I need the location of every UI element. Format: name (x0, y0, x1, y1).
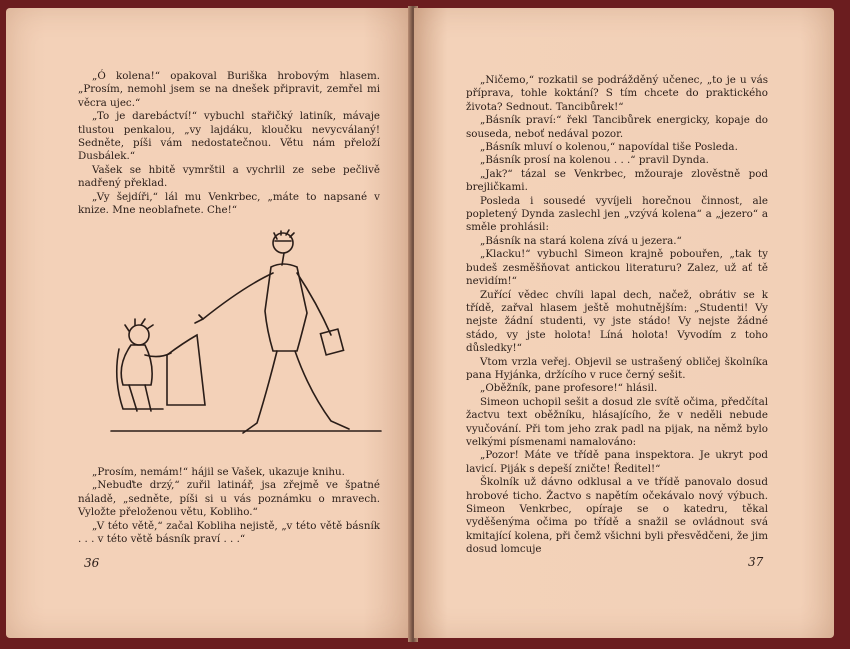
paragraph: „Básník na stará kolena zívá u jezera.“ (480, 234, 682, 247)
teacher-book (320, 329, 343, 355)
paragraph: „To je darebáctví!“ vybuchl stařičký latiník, mávaje tlustou penkalou, „vy lajdáku, kloučku nevycválaný! Sedněte, píši vám nedostatečnou. Větu nám přeloží Dusbálek.“ (78, 110, 380, 163)
paragraph: „Oběžník, pane profesore!“ hlásil. (480, 382, 658, 395)
teacher-left-arm (297, 273, 331, 335)
teacher-right-leg (295, 351, 349, 429)
student-head (129, 325, 149, 345)
paragraph: „Ničemo,“ rozkatil se podrážděný učenec, „to je u vás příprava, tohle koktání? S tím chcete do praktického života? Sednout. Tancibůrek!“ (466, 74, 768, 113)
paragraph: „Básník praví:“ řekl Tancibůrek energicky, kopaje do souseda, neboť nedával pozor. (466, 114, 768, 140)
paragraph: Simeon uchopil sešit a dosud zle svítě očima, předčítal žactvu text oběžníku, hlásajícího, že v neděli nebude vyučování. Při tom jeho zrak padl na pijak, na němž bylo velkými písmenami namalováno: (466, 395, 768, 448)
page-number: 36 (84, 556, 100, 570)
right-page (414, 8, 834, 638)
paragraph: Posleda i sousedé vyvíjeli horečnou činnost, ale popletený Dynda zaslechl jen „vzývá kolena“ a „jezero“ a směle prohlásil: (466, 194, 768, 234)
page-number: 37 (748, 555, 764, 569)
paragraph: „V této větě,“ začal Kobliha nejistě, „v této větě básník . . . v této větě básník praví . . .“ (78, 519, 380, 546)
paragraph: „Ó kolena!“ opakoval Buriška hrobovým hlasem. „Prosím, nemohl jsem se na dnešek připravit, zemřel mi věcra ujec.“ (78, 70, 380, 109)
paragraph: Školník už dávno odklusal a ve třídě panovalo dosud hrobové ticho. Žactvo s napětím očekávalo nový výbuch. Simeon Venkrbec, opíraje se o katedru, těkal vyděšenýma očima po třídě a snažil se ovládnout svá kmitající kolena, při čemž všichni byli přesvědčeni, že jim dosud lomcuje (466, 476, 768, 556)
paragraph: „Básník mluví o kolenou,“ napovídal tiše Posleda. (480, 141, 738, 154)
right-page-text (466, 74, 768, 557)
left-page-top-text (78, 70, 380, 217)
paragraph: „Pozor! Máte ve třídě pana inspektora. Je ukryt pod lavicí. Piják s depeší zničte! Ředitel!“ (466, 449, 768, 475)
teacher-left-leg (243, 351, 277, 433)
paragraph: „Jak?“ tázal se Venkrbec, mžouraje zlověstně pod brejličkami. (466, 167, 768, 194)
student-body (121, 345, 152, 385)
paragraph: „Básník prosí na kolenou . . .“ pravil Dynda. (480, 154, 709, 167)
paragraph: Zuřící vědec chvíli lapal dech, načež, obrátiv se k třídě, zařval hlasem ještě mohutnějším: „Studenti! Vy nejste žádní studenti, vy jste stádo! Vy nejste žádné stádo, vy jste holota! Líná holota! Vyvodím z toho důsledky!“ (466, 288, 768, 355)
left-page-bottom-text (78, 466, 380, 546)
teacher-student-illustration (101, 223, 391, 458)
teacher-coat (265, 264, 307, 351)
left-page (6, 8, 412, 638)
school-desk (167, 335, 205, 405)
paragraph: „Vy šejdíři,“ lál mu Venkrbec, „máte to napsané v knize. Mne neoblafnete. Che!“ (78, 190, 380, 217)
paragraph: „Nebuďte drzý,“ zuřil latinář, jsa zřejmě ve špatné náladě, „sedněte, píši si u vás poznámku o mravech. Vyložte přeloženou větu, Kobliho.“ (78, 479, 380, 519)
paragraph: „Prosím, nemám!“ hájil se Vašek, ukazuje knihu. (92, 466, 345, 478)
paragraph: Vtom vrzla veřej. Objevil se ustrašený obličej školníka pana Hyjánka, držícího v ruce černý sešit. (466, 355, 768, 381)
teacher-pointing-arm (203, 273, 273, 319)
paragraph: „Klacku!“ vybuchl Simeon krajně pobouřen, „tak ty budeš zesměšňovat antickou literaturu? Zalez, už ať tě nevidím!“ (466, 248, 768, 288)
paragraph: Vašek se hbitě vymrštil a vychrlil ze sebe pečlivě nadřený překlad. (78, 163, 380, 190)
